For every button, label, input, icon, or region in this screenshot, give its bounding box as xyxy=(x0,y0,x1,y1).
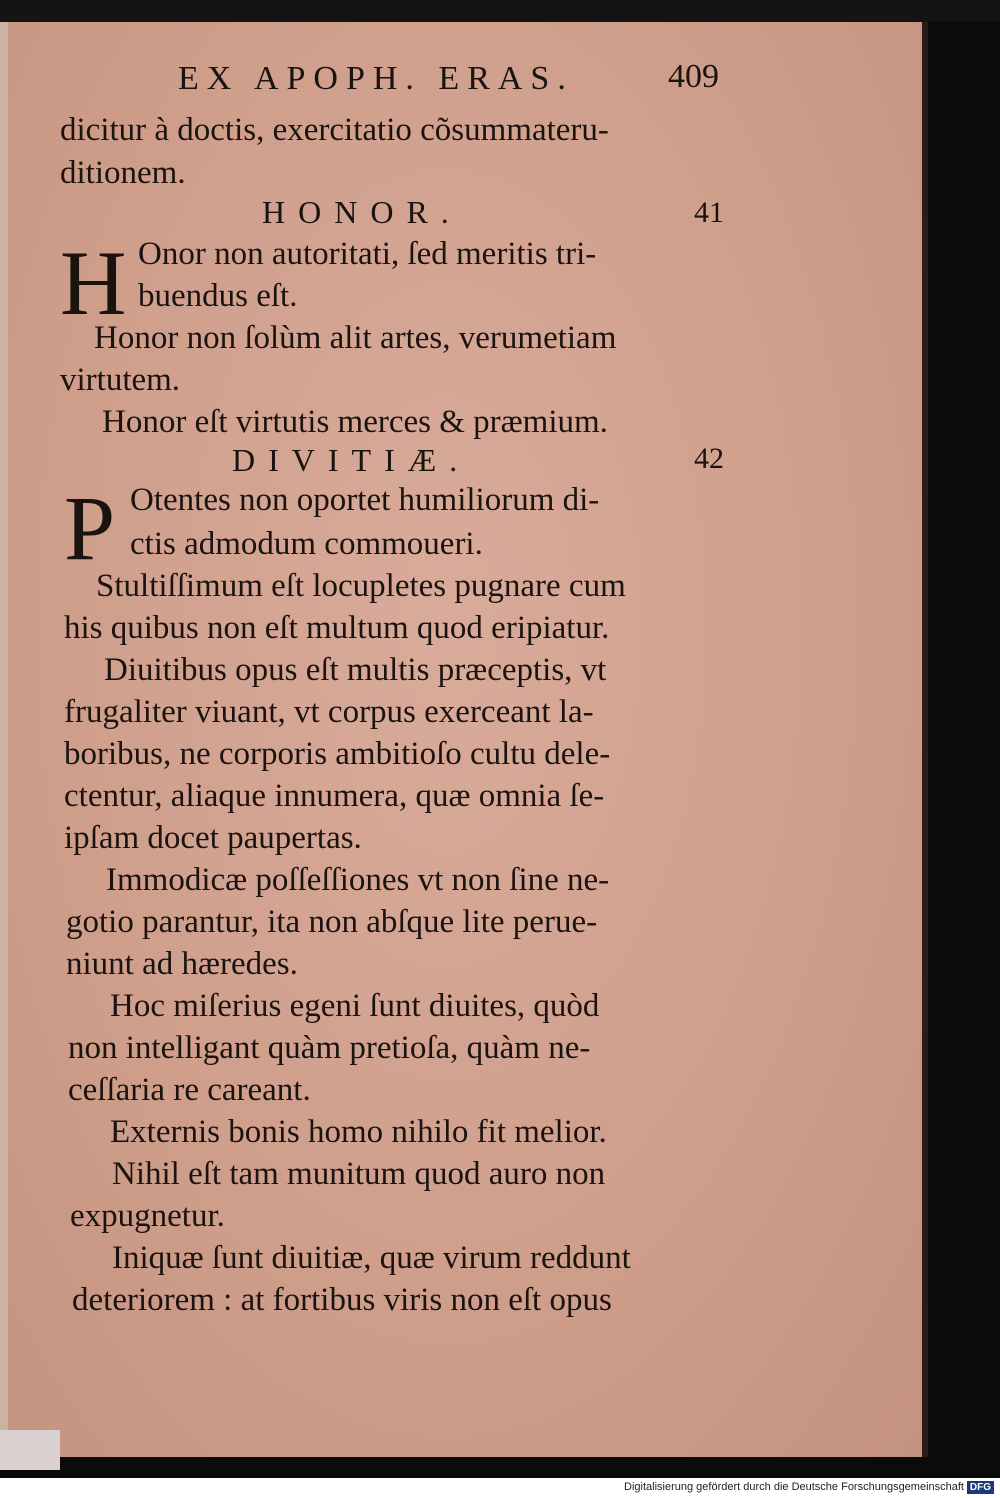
section-title: DIVITIÆ. xyxy=(232,442,471,478)
text-line: Immodicæ poſſeſſiones vt non ſine ne- xyxy=(106,862,610,898)
text-line: non intelligant quàm pretioſa, quàm ne- xyxy=(68,1030,591,1066)
text-line: niunt ad hæredes. xyxy=(66,946,298,982)
text-line: Hoc miſerius egeni ſunt diuites, quòd xyxy=(110,988,600,1024)
text-line: dicitur à doctis, exercitatio cõsummateru- xyxy=(60,112,609,148)
text-line: Stultiſſimum eſt locupletes pugnare cum xyxy=(96,568,626,604)
page-edge xyxy=(0,22,8,1457)
book-page xyxy=(8,22,928,1457)
text-line: frugaliter viuant, vt corpus exerceant la- xyxy=(64,694,594,730)
text-line: ipſam docet paupertas. xyxy=(64,820,362,856)
drop-capital: P xyxy=(64,477,116,579)
text-line: Honor eſt virtutis merces & præmium. xyxy=(102,404,608,440)
section-number: 42 xyxy=(694,442,724,475)
text-line: ctis admodum commoueri. xyxy=(130,526,483,562)
page-number: 409 xyxy=(668,58,719,95)
text-line: virtutem. xyxy=(60,362,181,398)
section-title: HONOR. xyxy=(262,194,462,230)
text-line: boribus, ne corporis ambitioſo cultu dele- xyxy=(64,736,611,772)
text-line: ditionem. xyxy=(60,155,186,191)
text-line: Iniquæ ſunt diuitiæ, quæ virum reddunt xyxy=(112,1240,631,1276)
text-line: Externis bonis homo nihilo fit melior. xyxy=(110,1114,607,1150)
text-line: Diuitibus opus eſt multis præceptis, vt xyxy=(104,652,607,688)
text-line: gotio parantur, ita non abſque lite perue- xyxy=(66,904,598,940)
dfg-logo: DFG xyxy=(967,1481,994,1494)
text-line: his quibus non eſt multum quod eripiatur. xyxy=(64,610,610,646)
drop-capital: H xyxy=(60,232,127,334)
text-line: Nihil eſt tam munitum quod auro non xyxy=(112,1156,606,1192)
text-line: ceſſaria re careant. xyxy=(68,1072,311,1108)
text-line: Honor non ſolùm alit artes, verumetiam xyxy=(94,320,617,356)
section-number: 41 xyxy=(694,196,724,229)
text-line: expugnetur. xyxy=(70,1198,225,1234)
running-head: EX APOPH. ERAS. xyxy=(178,60,574,97)
text-line: ctentur, aliaque innumera, quæ omnia ſe- xyxy=(64,778,605,814)
text-line: Onor non autoritati, ſed meritis tri- xyxy=(138,236,597,272)
scan-top-border xyxy=(0,0,1000,22)
text-line: deteriorem : at fortibus viris non eſt opus xyxy=(72,1282,612,1318)
text-line: buendus eſt. xyxy=(138,278,298,314)
digitization-footer xyxy=(0,1478,1000,1498)
text-line: Otentes non oportet humiliorum di- xyxy=(130,482,600,518)
funding-credit: Digitalisierung gefördert durch die Deutsche Forschungsgemeinschaft xyxy=(624,1481,964,1493)
binding-edge xyxy=(0,1430,60,1470)
